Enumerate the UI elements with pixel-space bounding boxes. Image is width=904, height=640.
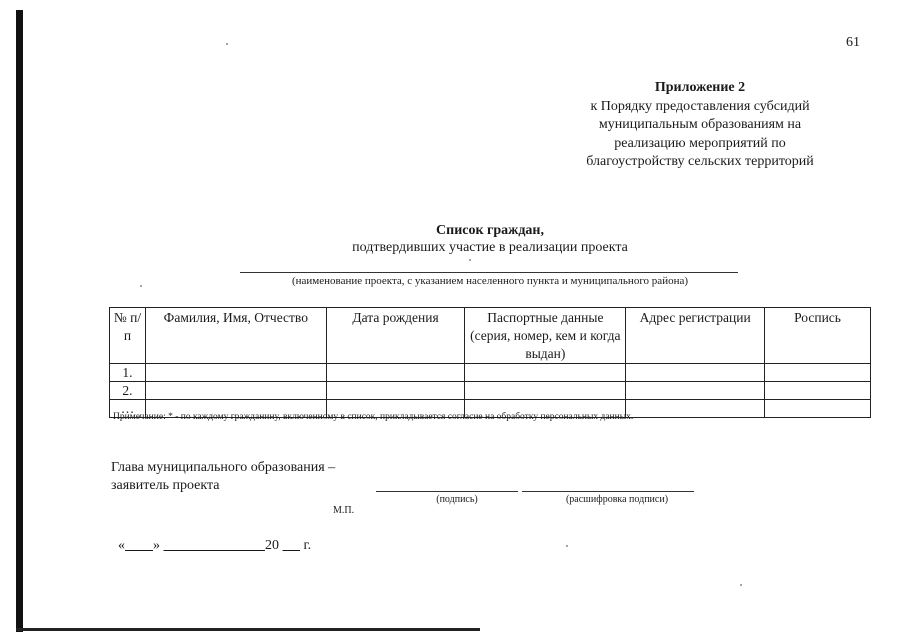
cell-full-name	[145, 364, 326, 382]
table-row	[110, 364, 871, 382]
cell-birth-date	[326, 382, 465, 400]
scan-speck	[469, 259, 471, 261]
date-year-suffix: г.	[303, 538, 312, 553]
scan-speck	[740, 584, 742, 586]
cell-number: 1.	[110, 364, 146, 382]
appendix-line: муниципальным образованиям на	[598, 117, 802, 132]
head-signature-label	[111, 459, 335, 495]
stamp-mark: М.П.	[333, 505, 355, 516]
header-signature: Роспись	[765, 308, 871, 364]
date-year-prefix: 20	[265, 538, 279, 553]
appendix-line: к Порядку предоставления субсидий	[590, 98, 810, 114]
header-passport: Паспортные данные (серия, номер, кем и когда выдан)	[465, 308, 626, 364]
signature-decode-line	[522, 491, 694, 492]
signature-decode-caption: (расшифровка подписи)	[565, 494, 669, 505]
cell-passport	[465, 382, 626, 400]
cell-full-name	[145, 382, 326, 400]
table-row	[110, 382, 871, 400]
date-day-blank	[125, 538, 153, 553]
cell-address	[626, 382, 765, 400]
cell-address	[626, 400, 765, 418]
date-close-quote: »	[153, 538, 160, 553]
signature-caption: (подпись)	[436, 494, 478, 505]
page-number: 61	[846, 35, 860, 50]
cell-number: …	[110, 400, 146, 418]
appendix-title: Приложение 2	[654, 80, 746, 95]
header-birth-date: Дата рождения	[326, 308, 465, 364]
date-open-quote: «	[118, 538, 125, 553]
project-name-caption: (наименование проекта, с указанием населенного пункта и муниципального района)	[291, 275, 689, 287]
scan-speck	[140, 285, 142, 287]
header-full-name: Фамилия, Имя, Отчество	[145, 308, 326, 364]
header-address: Адрес регистрации	[626, 308, 765, 364]
date-year-blank	[283, 538, 301, 553]
appendix-line: реализацию мероприятий по	[614, 135, 786, 151]
head-signature-line1: Глава муниципального образования –	[111, 460, 336, 475]
header-number: № п/п	[110, 308, 146, 364]
appendix-line: благоустройству сельских территорий	[586, 154, 814, 169]
date-month-blank	[164, 538, 266, 553]
scan-speck	[226, 43, 228, 45]
cell-passport	[465, 364, 626, 382]
scan-speck	[566, 545, 568, 547]
cell-address	[626, 364, 765, 382]
table-header-row	[110, 308, 871, 364]
scan-edge-bottom	[16, 628, 480, 631]
citizens-table	[109, 307, 871, 418]
signature-line	[376, 491, 518, 492]
list-title: Список граждан,	[436, 223, 544, 238]
table-note: Примечание: * - по каждому гражданину, включенному в список, прикладывается согласие на обработку персональных данных.	[113, 412, 634, 422]
cell-signature	[765, 400, 871, 418]
scan-edge-left	[16, 10, 23, 632]
cell-signature	[765, 364, 871, 382]
cell-birth-date	[326, 364, 465, 382]
date-line	[118, 538, 311, 554]
head-signature-line2: заявитель проекта	[111, 478, 220, 493]
cell-number: 2.	[110, 382, 146, 400]
appendix-block	[540, 79, 860, 172]
list-subtitle: подтвердивших участие в реализации проекта	[352, 240, 628, 255]
project-name-line	[240, 272, 738, 273]
cell-signature	[765, 382, 871, 400]
